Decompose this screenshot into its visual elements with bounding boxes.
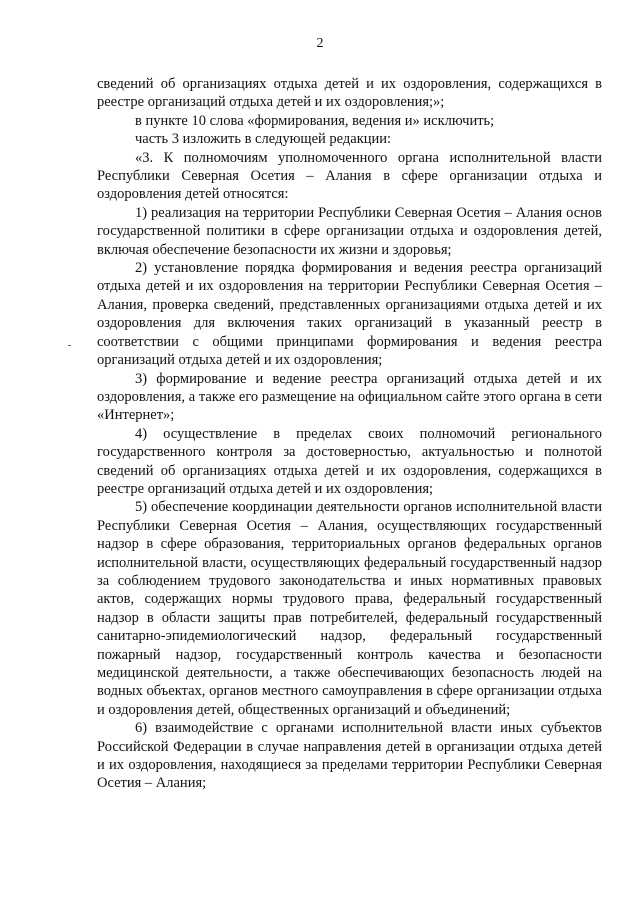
paragraph-point-10: в пункте 10 слова «формирования, ведения и» исключить; xyxy=(135,112,495,129)
document-body xyxy=(97,75,602,793)
paragraph-powers-intro: «3. К полномочиям уполномоченного органа исполнительной власти Республики Северная Осетия – Алания в сфере организации отдыха и оздоровления детей относятся: xyxy=(97,149,602,203)
paragraph-continuation: сведений об организациях отдыха детей и их оздоровления, содержащихся в реестре организаций отдыха детей и их оздоровления;»; xyxy=(97,76,602,111)
list-item-2: 2) установление порядка формирования и ведения реестра организаций отдыха детей и их оздоровления на территории Республики Северная Осетия – Алания, проверка сведений, представленных организациями отдыха детей и их оздоровления для включения таких организаций в указанный реестр в соответствии с общими принципами формирования и ведения реестра организаций отдыха детей и их оздоровления; xyxy=(97,260,602,369)
paragraph-part-3-intro: часть 3 изложить в следующей редакции: xyxy=(135,131,392,148)
page-number: 2 xyxy=(316,36,324,51)
list-item-4: 4) осуществление в пределах своих полномочий регионального государственного контроля за достоверностью, актуальностью и полнотой сведений об организациях отдыха детей и их оздоровления, содержащихся в реестре организаций отдыха детей и их оздоровления; xyxy=(97,425,602,497)
list-item-3: 3) формирование и ведение реестра организаций отдыха детей и их оздоровления, а также его размещение на официальном сайте этого органа в сети «Интернет»; xyxy=(97,370,602,424)
list-item-5: 5) обеспечение координации деятельности органов исполнительной власти Республики Северная Осетия – Алания, осуществляющих государственный надзор в сфере образования, территориальных органов федеральных органов исполнительной власти, осуществляющих федеральный государственный надзор за соблюдением трудового законодательства и иных нормативных правовых актов, содержащих нормы трудового права, федеральный государственный надзор в области защиты прав потребителей, федеральный государственный санитарно-эпидемиологический надзор, федеральный государственный пожарный надзор, государственный контроль качества и безопасности медицинской деятельности, а также обеспечивающих безопасность людей на водных объектах, органов местного самоуправления в сфере организации отдыха и оздоровления детей, общественных организаций и объединений; xyxy=(97,499,602,718)
list-item-6: 6) взаимодействие с органами исполнительной власти иных субъектов Российской Федерации в случае направления детей в организации отдыха детей и их оздоровления, находящиеся за пределами территории Республики Северная Осетия – Алания; xyxy=(97,720,602,792)
list-item-1: 1) реализация на территории Республики Северная Осетия – Алания основ государственной политики в сфере организации отдыха и оздоровления детей, включая обеспечение безопасности их жизни и здоровья; xyxy=(97,204,602,258)
scan-mark xyxy=(68,345,71,346)
